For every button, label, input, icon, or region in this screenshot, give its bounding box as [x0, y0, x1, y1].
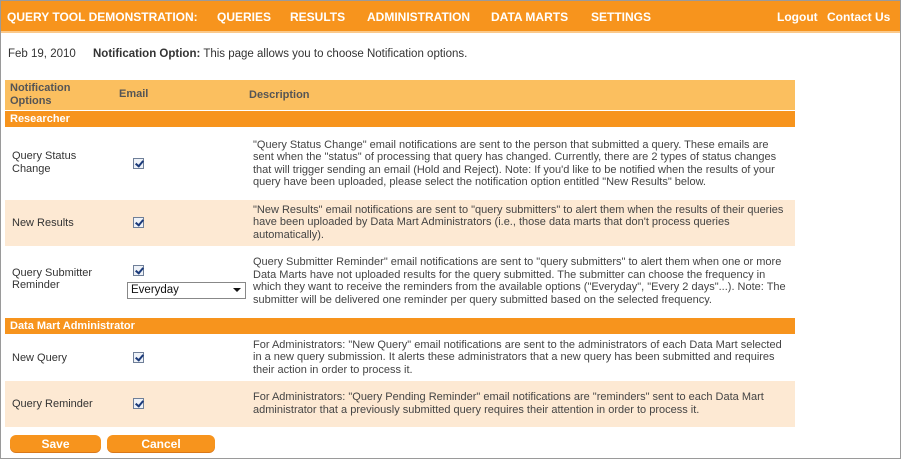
notification-table	[5, 80, 795, 427]
table-row	[5, 381, 795, 427]
header-description: Description	[249, 89, 310, 101]
row-option-label: Query Reminder	[12, 397, 93, 410]
row-description: Query Submitter Reminder" email notifications are sent to "query submitters" to alert them when one or more Data Marts have not uploaded results for the query submitted. The submitter can choose the frequency in which they want to receive the reminders from the available options ("Everyday", "Every 2 days"...). Note: The submitter will be delivered one reminder per query submitted based on the selected frequency.	[249, 246, 795, 318]
nav-data-marts[interactable]: DATA MARTS	[491, 10, 569, 24]
intro-line	[8, 48, 467, 60]
cancel-button[interactable]: Cancel	[107, 435, 215, 452]
nav-brand[interactable]: QUERY TOOL DEMONSTRATION:	[7, 10, 198, 24]
top-nav	[1, 1, 900, 31]
nav-settings[interactable]: SETTINGS	[591, 10, 652, 24]
current-date: Feb 19, 2010	[8, 48, 76, 60]
email-checkbox[interactable]	[133, 217, 144, 228]
nav-results[interactable]: RESULTS	[290, 10, 346, 24]
table-row	[5, 246, 795, 318]
row-description: For Administrators: "Query Pending Reminder" email notifications are "reminders" sent to each Data Mart administrator that a previously submitted query requires their attention in order to process it.	[249, 381, 795, 427]
email-checkbox[interactable]	[133, 158, 144, 169]
row-description: "New Results" email notifications are sent to "query submitters" to alert them when the results of their queries have been uploaded by Data Mart Administrators (i.e., those data marts that don't process queries automatically).	[249, 200, 795, 246]
dropdown-arrow-icon	[233, 288, 241, 292]
table-row	[5, 335, 795, 381]
frequency-value: Everyday	[131, 284, 179, 296]
row-description: For Administrators: "New Query" email notifications are sent to the administrators of each Data Mart selected in a new query submission. It alerts these administrators that a new query has been submitted and requires their action in order to process it.	[249, 335, 795, 381]
section-label: Data Mart Administrator	[5, 318, 795, 335]
section-data-mart-administrator	[5, 318, 795, 335]
row-option-label: Query Status Change	[12, 150, 77, 175]
row-description: "Query Status Change" email notifications are sent to the person that submitted a query. These emails are sent when the "status" of processing that query has changed. Currently, there are 2 types of status changes that will trigger sending an email (Hold and Reject). Note: If you'd like to be notified when the results of your query have been uploaded, please select the notification option entitled "New Results" below.	[249, 128, 795, 200]
save-button[interactable]: Save	[10, 435, 101, 452]
nav-contact-us[interactable]: Contact Us	[827, 10, 891, 24]
section-label: Researcher	[5, 111, 795, 128]
header-option: Notification Options	[10, 82, 71, 107]
nav-queries[interactable]: QUERIES	[217, 10, 272, 24]
row-option-label: Query Submitter Reminder	[12, 266, 93, 291]
email-checkbox[interactable]	[133, 265, 144, 276]
nav-logout[interactable]: Logout	[777, 10, 818, 24]
row-option-label: New Results	[12, 216, 74, 229]
intro-label: Notification Option:	[92, 48, 201, 60]
email-checkbox[interactable]	[133, 398, 144, 409]
email-checkbox[interactable]	[133, 352, 144, 363]
intro-text: This page allows you to choose Notification options.	[203, 48, 468, 60]
nav-administration[interactable]: ADMINISTRATION	[367, 10, 471, 24]
row-option-label: New Query	[12, 352, 68, 364]
table-row	[5, 128, 795, 200]
nav-underline	[1, 31, 900, 33]
header-email: Email	[119, 88, 149, 100]
section-researcher	[5, 111, 795, 128]
table-row	[5, 200, 795, 246]
table-header	[5, 80, 795, 111]
frequency-select[interactable]	[127, 282, 246, 299]
